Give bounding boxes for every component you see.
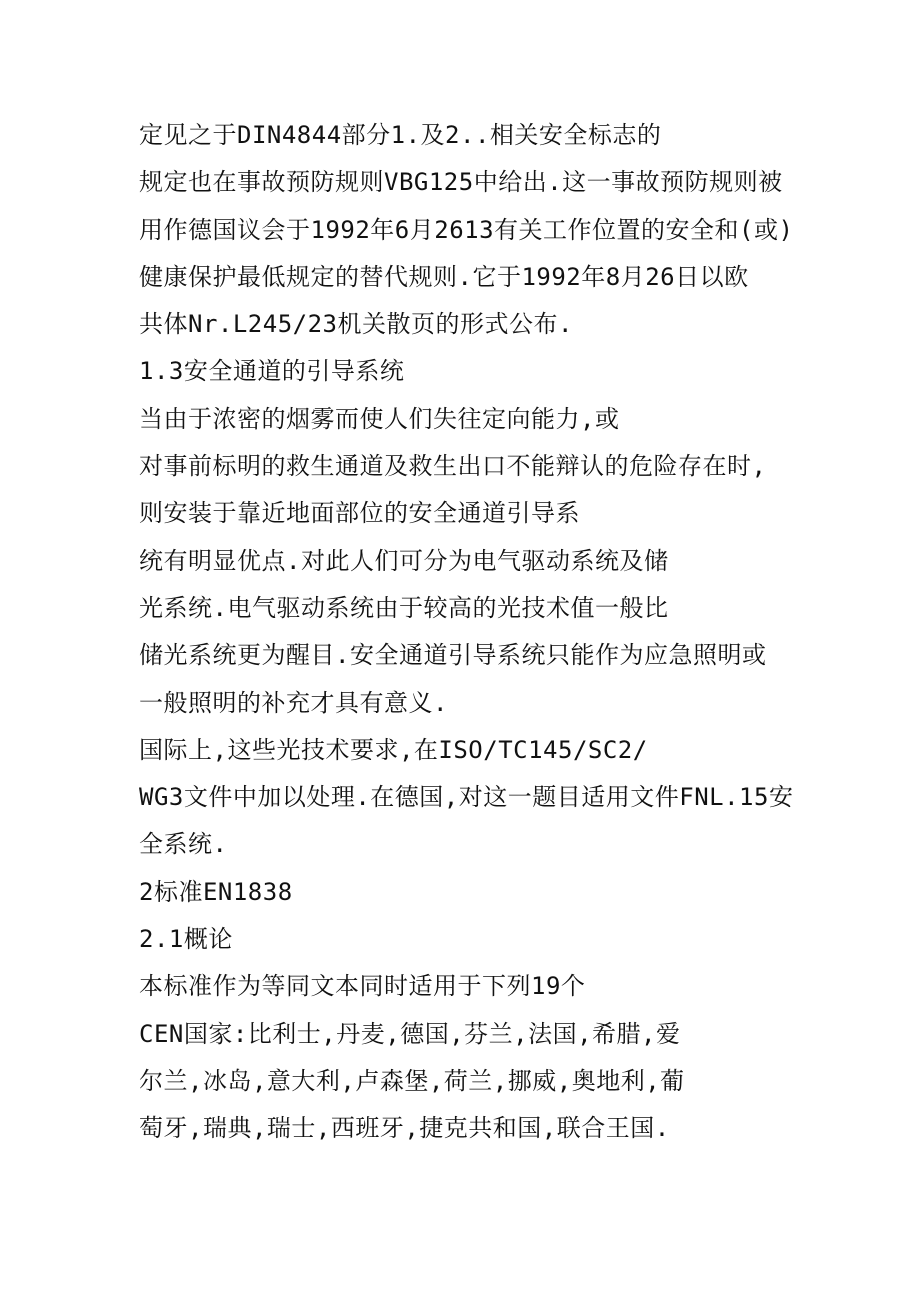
document-text-body (139, 112, 839, 1153)
text-line: 共体Nr.L245/23机关散页的形式公布. (139, 310, 573, 339)
text-line: 全系统. (139, 830, 228, 859)
text-line: WG3文件中加以处理.在德国,对这一题目适用文件FNL.15安 (139, 783, 794, 812)
text-line: CEN国家:比利士,丹麦,德国,芬兰,法国,希腊,爱 (139, 1019, 681, 1048)
text-line: 储光系统更为醒目.安全通道引导系统只能作为应急照明或 (139, 641, 767, 670)
section-heading: 2标准EN1838 (139, 877, 293, 906)
text-line: 则安装于靠近地面部位的安全通道引导系 (139, 499, 580, 528)
text-line: 当由于浓密的烟雾而使人们失往定向能力,或 (139, 404, 620, 433)
text-line: 尔兰,冰岛,意大利,卢森堡,荷兰,挪威,奥地利,葡 (139, 1066, 685, 1095)
text-line: 用作德国议会于1992年6月2613有关工作位置的安全和(或) (139, 215, 794, 244)
text-line: 定见之于DIN4844部分1.及2..相关安全标志的 (139, 121, 662, 149)
text-line: 规定也在事故预防规则VBG125中给出.这一事故预防规则被 (139, 168, 783, 197)
text-line: 一般照明的补充才具有意义. (139, 688, 448, 717)
text-line: 国际上,这些光技术要求,在ISO/TC145/SC2/ (139, 735, 648, 764)
text-line: 萄牙,瑞典,瑞士,西班牙,捷克共和国,联合王国. (139, 1114, 670, 1143)
section-heading: 1.3安全通道的引导系统 (139, 357, 405, 386)
section-heading: 2.1概论 (139, 925, 233, 954)
text-line: 本标准作为等同文本同时适用于下列19个 (139, 972, 586, 1001)
text-line: 光系统.电气驱动系统由于较高的光技术值一般比 (139, 593, 669, 622)
text-line: 对事前标明的救生通道及救生出口不能辩认的危险存在时, (139, 452, 767, 481)
text-line: 统有明显优点.对此人们可分为电气驱动系统及储 (139, 546, 669, 575)
text-line: 健康保护最低规定的替代规则.它于1992年8月26日以欧 (139, 262, 749, 291)
